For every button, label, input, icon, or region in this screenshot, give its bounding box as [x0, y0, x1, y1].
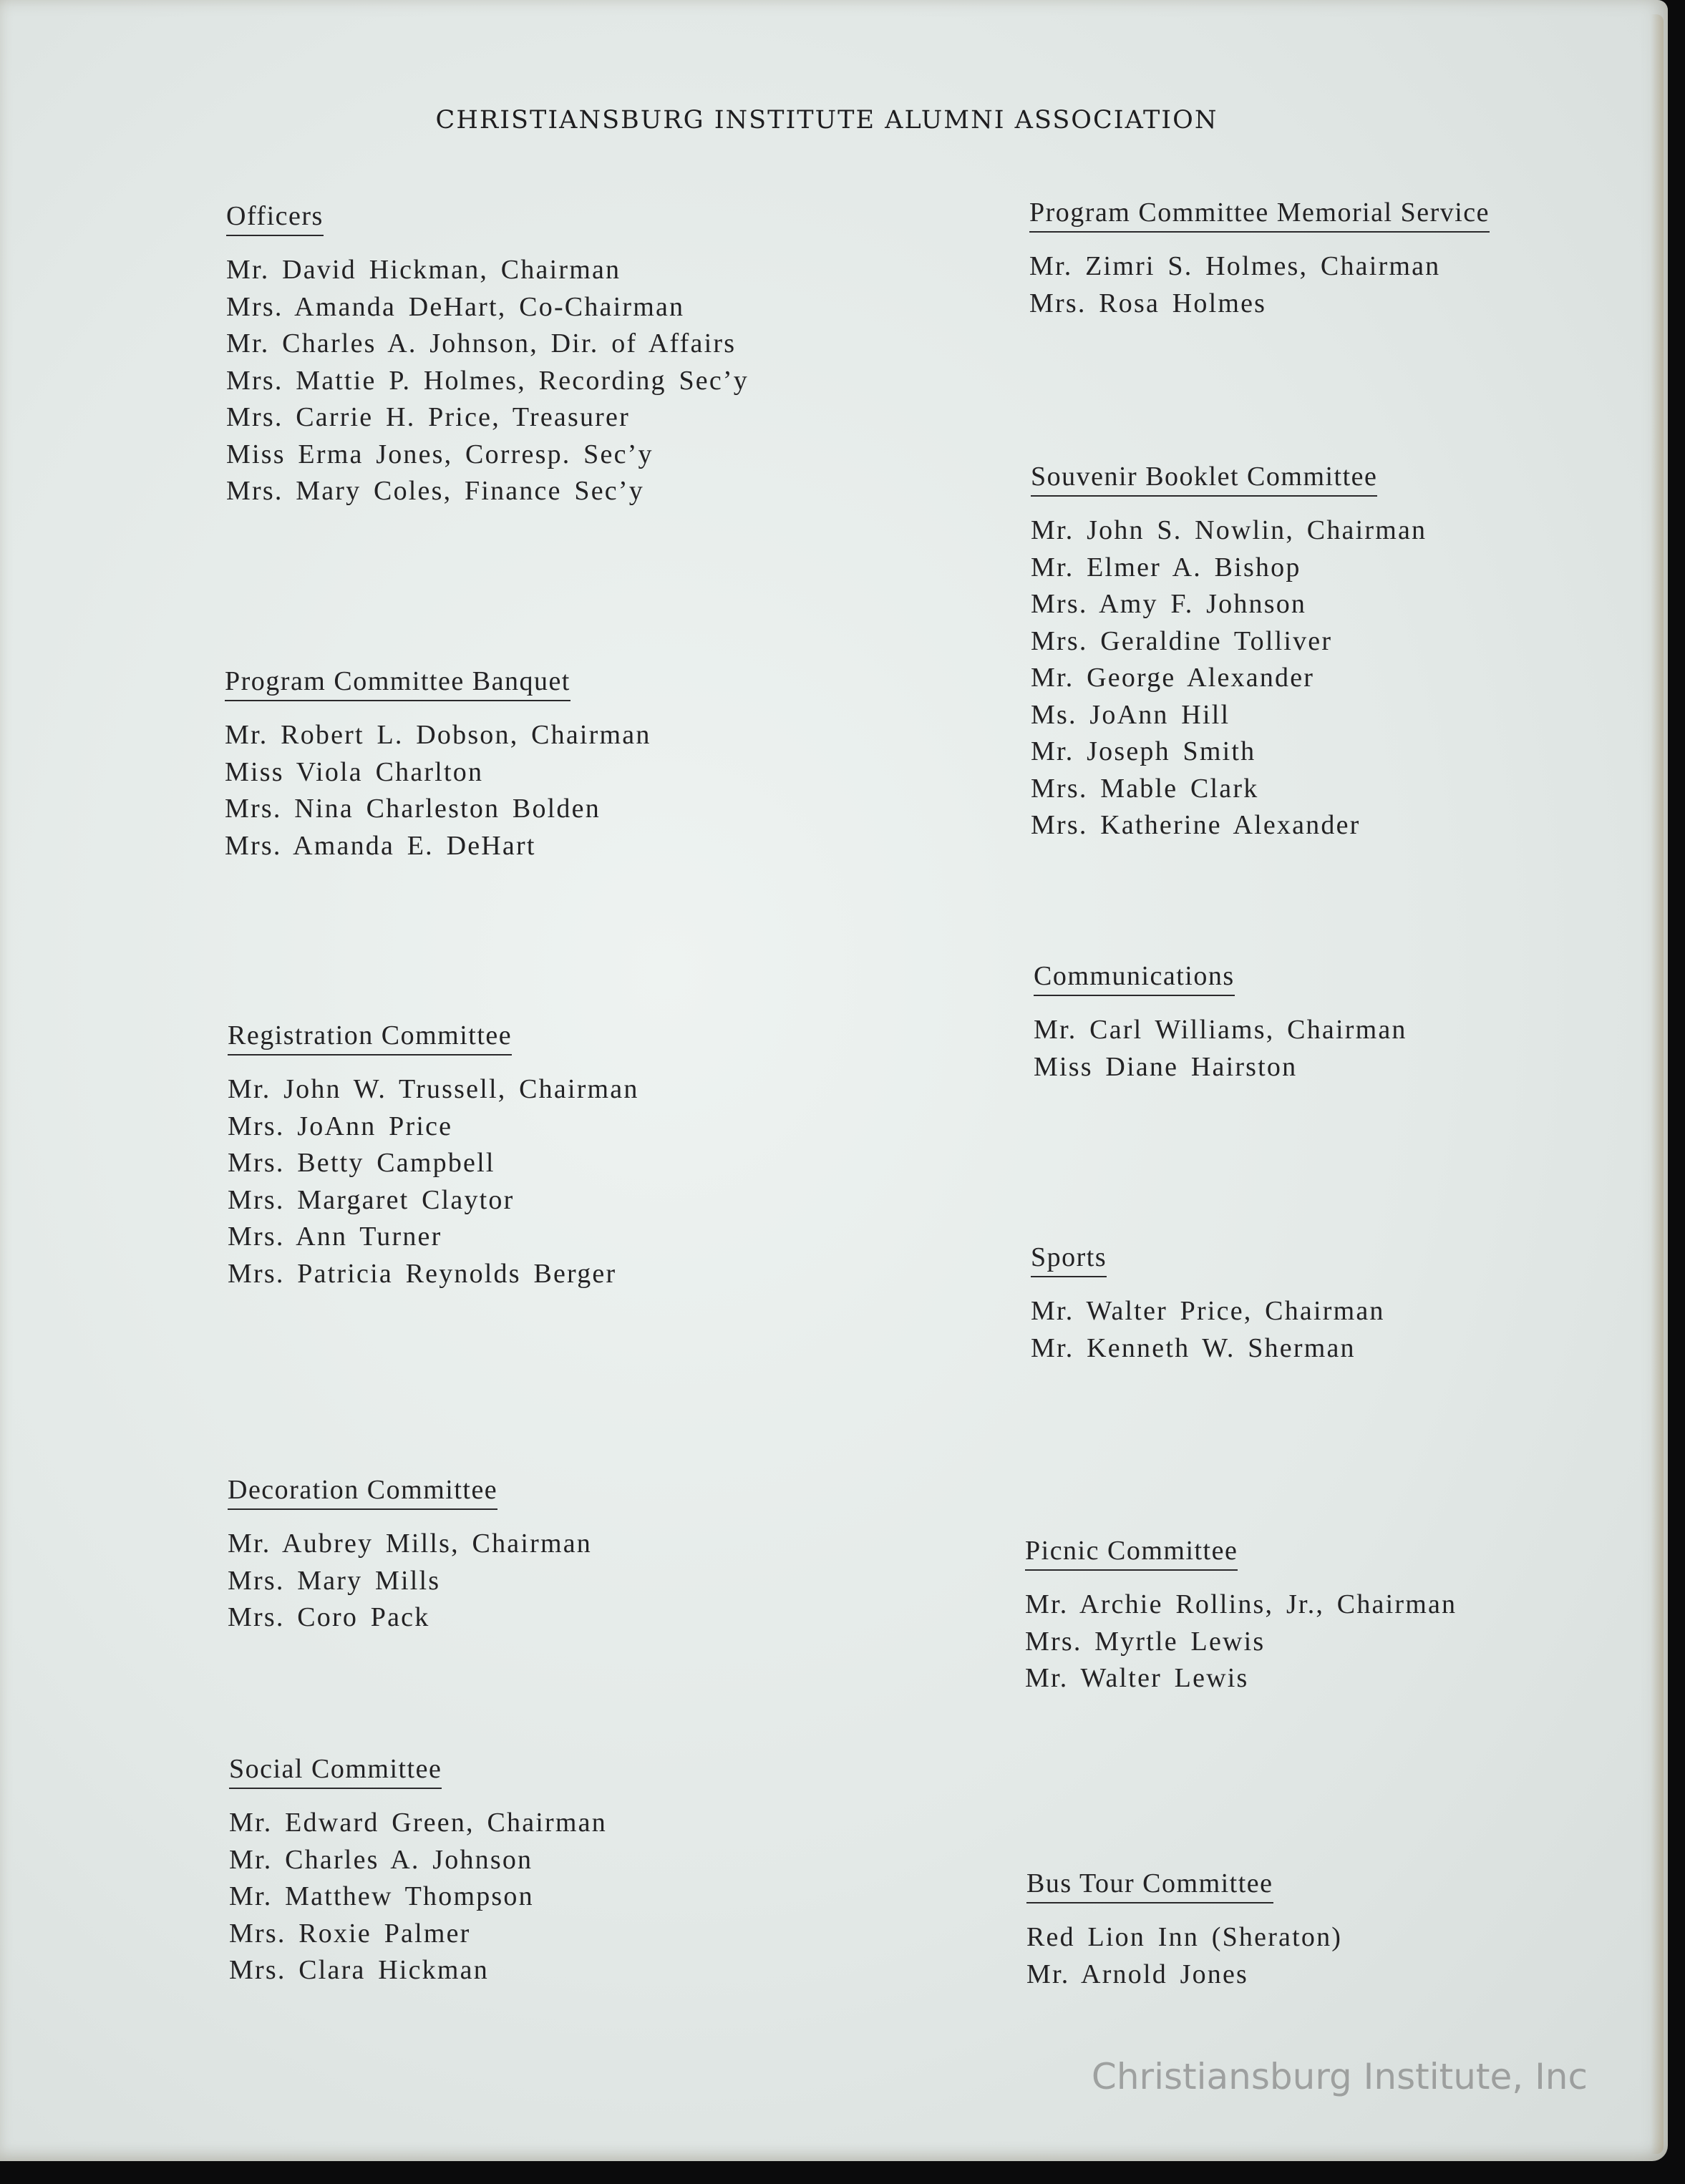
list-item: Miss Viola Charlton [225, 756, 484, 787]
list-item: Mr. Zimri S. Holmes, Chairman [1029, 251, 1441, 281]
list-item: Mr. George Alexander [1031, 663, 1315, 693]
list-item: Mr. Aubrey Mills, Chairman [228, 1529, 593, 1559]
page-title: CHRISTIANSBURG INSTITUTE ALUMNI ASSOCIATION [435, 106, 1218, 135]
section-bus-tour-committee [1026, 1868, 1342, 1993]
watermark: Christiansburg Institute, Inc [1091, 2056, 1588, 2097]
list-item: Mrs. Amy F. Johnson [1031, 589, 1307, 619]
section-heading: Program Committee Banquet [225, 666, 570, 701]
list-item: Mrs. Amanda DeHart, Co-Chairman [226, 291, 685, 322]
list-item: Mr. Walter Lewis [1025, 1663, 1249, 1693]
list-item: Mrs. Ann Turner [228, 1222, 442, 1252]
list-item: Mrs. Carrie H. Price, Treasurer [226, 402, 630, 432]
section-heading: Social Committee [229, 1753, 442, 1789]
section-program-committee-banquet [225, 666, 651, 864]
section-communications [1034, 960, 1407, 1086]
section-heading: Souvenir Booklet Committee [1031, 461, 1377, 497]
list-item: Mr. Robert L. Dobson, Chairman [225, 720, 651, 750]
list-item: Red Lion Inn (Sheraton) [1026, 1922, 1343, 1952]
list-item: Mr. Kenneth W. Sherman [1031, 1332, 1356, 1363]
list-item: Mrs. Mary Mills [228, 1565, 441, 1596]
list-item: Mrs. Mable Clark [1031, 773, 1259, 804]
list-item: Mrs. JoAnn Price [228, 1111, 453, 1141]
page-edge [1651, 14, 1664, 2154]
section-heading: Registration Committee [228, 1020, 512, 1056]
section-heading: Decoration Committee [228, 1474, 497, 1510]
list-item: Mr. Walter Price, Chairman [1031, 1296, 1385, 1326]
list-item: Mr. Archie Rollins, Jr., Chairman [1025, 1589, 1457, 1619]
section-souvenir-booklet-committee [1031, 461, 1427, 844]
section-heading: Sports [1031, 1242, 1107, 1277]
list-item: Mrs. Geraldine Tolliver [1031, 625, 1333, 656]
section-heading: Bus Tour Committee [1026, 1868, 1273, 1903]
list-item: Mrs. Myrtle Lewis [1025, 1626, 1266, 1657]
list-item: Mr. Arnold Jones [1026, 1959, 1249, 1989]
section-picnic-committee [1025, 1535, 1457, 1697]
list-item: Mrs. Margaret Claytor [228, 1184, 515, 1215]
section-heading: Communications [1034, 960, 1235, 996]
list-item: Mrs. Roxie Palmer [229, 1918, 471, 1949]
list-item: Mrs. Katherine Alexander [1031, 810, 1361, 840]
section-registration-committee [228, 1020, 639, 1292]
list-item: Mrs. Betty Campbell [228, 1148, 495, 1178]
list-item: Mr. Charles A. Johnson [229, 1844, 533, 1875]
list-item: Mrs. Nina Charleston Bolden [225, 794, 601, 824]
section-sports [1031, 1242, 1385, 1367]
list-item: Mrs. Rosa Holmes [1029, 288, 1267, 318]
section-heading: Officers [226, 200, 324, 236]
list-item: Mr. John S. Nowlin, Chairman [1031, 515, 1427, 545]
list-item: Mrs. Mary Coles, Finance Sec’y [226, 476, 644, 506]
section-program-committee-memorial-service [1029, 197, 1490, 322]
section-social-committee [229, 1753, 607, 1989]
list-item: Mr. Charles A. Johnson, Dir. of Affairs [226, 328, 737, 359]
list-item: Mr. David Hickman, Chairman [226, 255, 621, 285]
list-item: Mr. Elmer A. Bishop [1031, 552, 1301, 582]
list-item: Mr. Edward Green, Chairman [229, 1808, 607, 1838]
list-item: Mrs. Coro Pack [228, 1602, 430, 1632]
list-item: Ms. JoAnn Hill [1031, 699, 1230, 730]
section-heading: Program Committee Memorial Service [1029, 197, 1490, 233]
section-decoration-committee [228, 1474, 592, 1637]
list-item: Mr. Matthew Thompson [229, 1881, 534, 1911]
list-item: Mr. Carl Williams, Chairman [1034, 1015, 1407, 1045]
list-item: Mrs. Patricia Reynolds Berger [228, 1258, 617, 1289]
list-item: Mrs. Amanda E. DeHart [225, 830, 536, 861]
list-item: Miss Diane Hairston [1034, 1051, 1298, 1082]
list-item: Mrs. Clara Hickman [229, 1955, 489, 1985]
section-heading: Picnic Committee [1025, 1535, 1238, 1571]
list-item: Miss Erma Jones, Corresp. Sec’y [226, 439, 654, 469]
list-item: Mr. Joseph Smith [1031, 736, 1256, 766]
list-item: Mr. John W. Trussell, Chairman [228, 1074, 639, 1104]
list-item: Mrs. Mattie P. Holmes, Recording Sec’y [226, 365, 749, 396]
section-officers [226, 200, 749, 510]
